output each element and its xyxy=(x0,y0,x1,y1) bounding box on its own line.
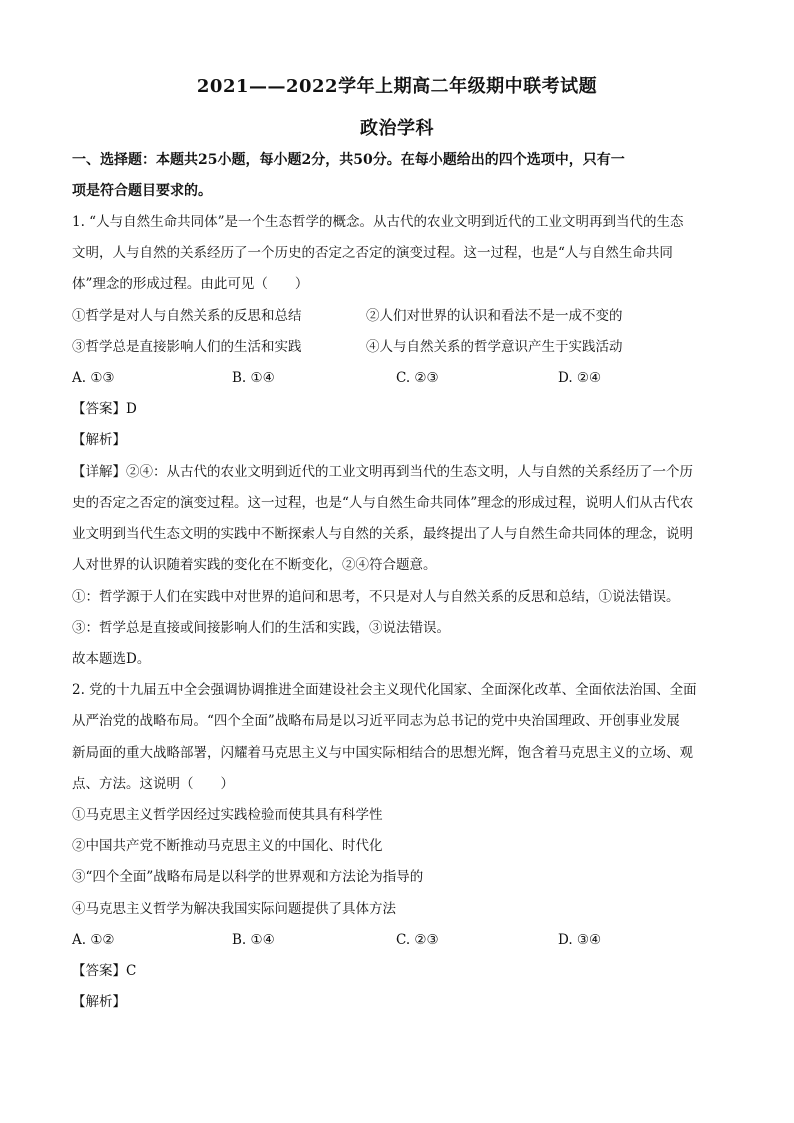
q2-statement-1: ①马克思主义哲学因经过实践检验而使其具有科学性 xyxy=(72,807,383,823)
section-heading-line-1: 一、选择题：本题共25小题，每小题2分，共50分。在每小题给出的四个选项中，只有一 xyxy=(72,152,625,168)
q2-statement-3: ③“四个全面”战略布局是以科学的世界观和方法论为指导的 xyxy=(72,869,424,885)
q1-analysis-label: 【解析】 xyxy=(72,432,126,448)
q1-detail-line-4: 人对世界的认识随着实践的变化在不断变化，②④符合题意。 xyxy=(72,557,437,573)
q2-stem-line-2: 从严治党的战略布局。“四个全面”战略布局是以习近平同志为总书记的党中央治国理政、开创事业发展 xyxy=(72,713,680,729)
q2-stem-line-3: 新局面的重大战略部署，闪耀着马克思主义与中国实际相结合的思想光辉，饱含着马克思主义的立场、观 xyxy=(72,745,693,761)
q2-statement-2: ②中国共产党不断推动马克思主义的中国化、时代化 xyxy=(72,838,383,854)
q1-detail-line-6: ③：哲学总是直接或间接影响人们的生活和实践，③说法错误。 xyxy=(72,620,450,636)
q2-stem-line-1: 2. 党的十九届五中全会强调协调推进全面建设社会主义现代化国家、全面深化改革、全面依法治国、全面 xyxy=(72,682,697,698)
q1-option-d: D. ②④ xyxy=(558,370,602,386)
q1-option-b: B. ①④ xyxy=(232,370,275,386)
q1-detail-line-5: ①：哲学源于人们在实践中对世界的追问和思考，不只是对人与自然关系的反思和总结，①说法错误。 xyxy=(72,589,680,605)
q1-detail-line-1: 【详解】②④：从古代的农业文明到近代的工业文明再到当代的生态文明，人与自然的关系经历了一个历 xyxy=(72,464,693,480)
q2-option-a: A. ①② xyxy=(72,932,115,948)
page-title: 2021——2022学年上期高二年级期中联考试题 xyxy=(196,76,598,97)
q2-analysis-label: 【解析】 xyxy=(72,994,126,1010)
q2-stem-line-4: 点、方法。这说明（ ） xyxy=(72,776,234,792)
q1-detail-line-2: 史的否定之否定的演变过程。这一过程，也是“人与自然生命共同体”理念的形成过程，说明人们从古代农 xyxy=(72,495,694,511)
q1-statement-row-1 xyxy=(72,306,724,326)
q1-stem-line-1: 1. “人与自然生命共同体”是一个生态哲学的概念。从古代的农业文明到近代的工业文明再到当代的生态 xyxy=(72,214,684,230)
q1-statement-2: ②人们对世界的认识和看法不是一成不变的 xyxy=(366,308,623,324)
q1-answer: 【答案】D xyxy=(72,401,137,417)
q1-statement-1: ①哲学是对人与自然关系的反思和总结 xyxy=(72,308,302,324)
q1-detail-line-7: 故本题选D。 xyxy=(72,651,151,667)
section-heading-line-2: 项是符合题目要求的。 xyxy=(72,183,212,199)
q1-statement-row-2 xyxy=(72,337,724,357)
q1-options xyxy=(72,368,724,388)
q1-stem-line-2: 文明，人与自然的关系经历了一个历史的否定之否定的演变过程。这一过程，也是“人与自然生命共同 xyxy=(72,245,673,261)
subject-title: 政治学科 xyxy=(360,118,434,139)
q2-option-c: C. ②③ xyxy=(396,932,439,948)
q1-option-a: A. ①③ xyxy=(72,370,115,386)
q2-option-b: B. ①④ xyxy=(232,932,275,948)
q2-statement-4: ④马克思主义哲学为解决我国实际问题提供了具体方法 xyxy=(72,901,396,917)
q1-statement-4: ④人与自然关系的哲学意识产生于实践活动 xyxy=(366,339,623,355)
q2-options xyxy=(72,930,724,950)
q1-option-c: C. ②③ xyxy=(396,370,439,386)
q2-answer: 【答案】C xyxy=(72,963,137,979)
q2-option-d: D. ③④ xyxy=(558,932,602,948)
q1-statement-3: ③哲学总是直接影响人们的生活和实践 xyxy=(72,339,302,355)
q1-stem-line-3: 体”理念的形成过程。由此可见（ ） xyxy=(72,276,309,292)
q1-detail-line-3: 业文明到当代生态文明的实践中不断探索人与自然的关系，最终提出了人与自然生命共同体的理念，说明 xyxy=(72,526,693,542)
